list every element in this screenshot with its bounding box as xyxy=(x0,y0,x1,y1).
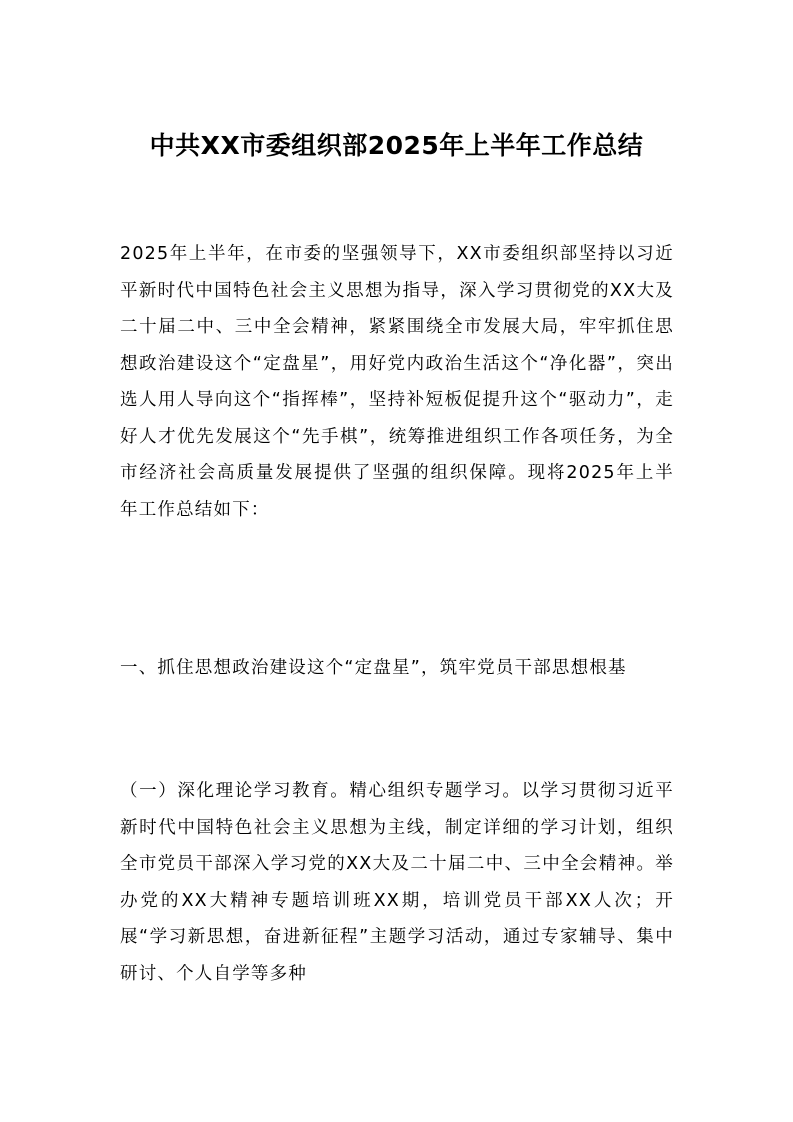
document-title: 中共XX市委组织部2025年上半年工作总结 xyxy=(149,131,644,160)
subsection-paragraph-1: （一）深化理论学习教育。精心组织专题学习。以学习贯彻习近平新时代中国特色社会主义思想为主线，制定详细的学习计划，组织全市党员干部深入学习党的XX大及二十届二中、三中全会精神。举办党的XX大精神专题培训班XX期，培训党员干部XX人次；开展“学习新思想，奋进新征程”主题学习活动，通过专家辅导、集中研讨、个人自学等多种 xyxy=(120,781,674,984)
intro-paragraph: 2025年上半年，在市委的坚强领导下，XX市委组织部坚持以习近平新时代中国特色社会主义思想为指导，深入学习贯彻党的XX大及二十届二中、三中全会精神，紧紧围绕全市发展大局，牢牢抓住思想政治建设这个“定盘星”，用好党内政治生活这个“净化器”，突出选人用人导向这个“指挥棒”，坚持补短板促提升这个“驱动力”，走好人才优先发展这个“先手棋”，统筹推进组织工作各项任务，为全市经济社会高质量发展提供了坚强的组织保障。现将2025年上半年工作总结如下： xyxy=(120,244,674,520)
section-heading-1: 一、抓住思想政治建设这个“定盘星”，筑牢党员干部思想根基 xyxy=(120,658,627,678)
